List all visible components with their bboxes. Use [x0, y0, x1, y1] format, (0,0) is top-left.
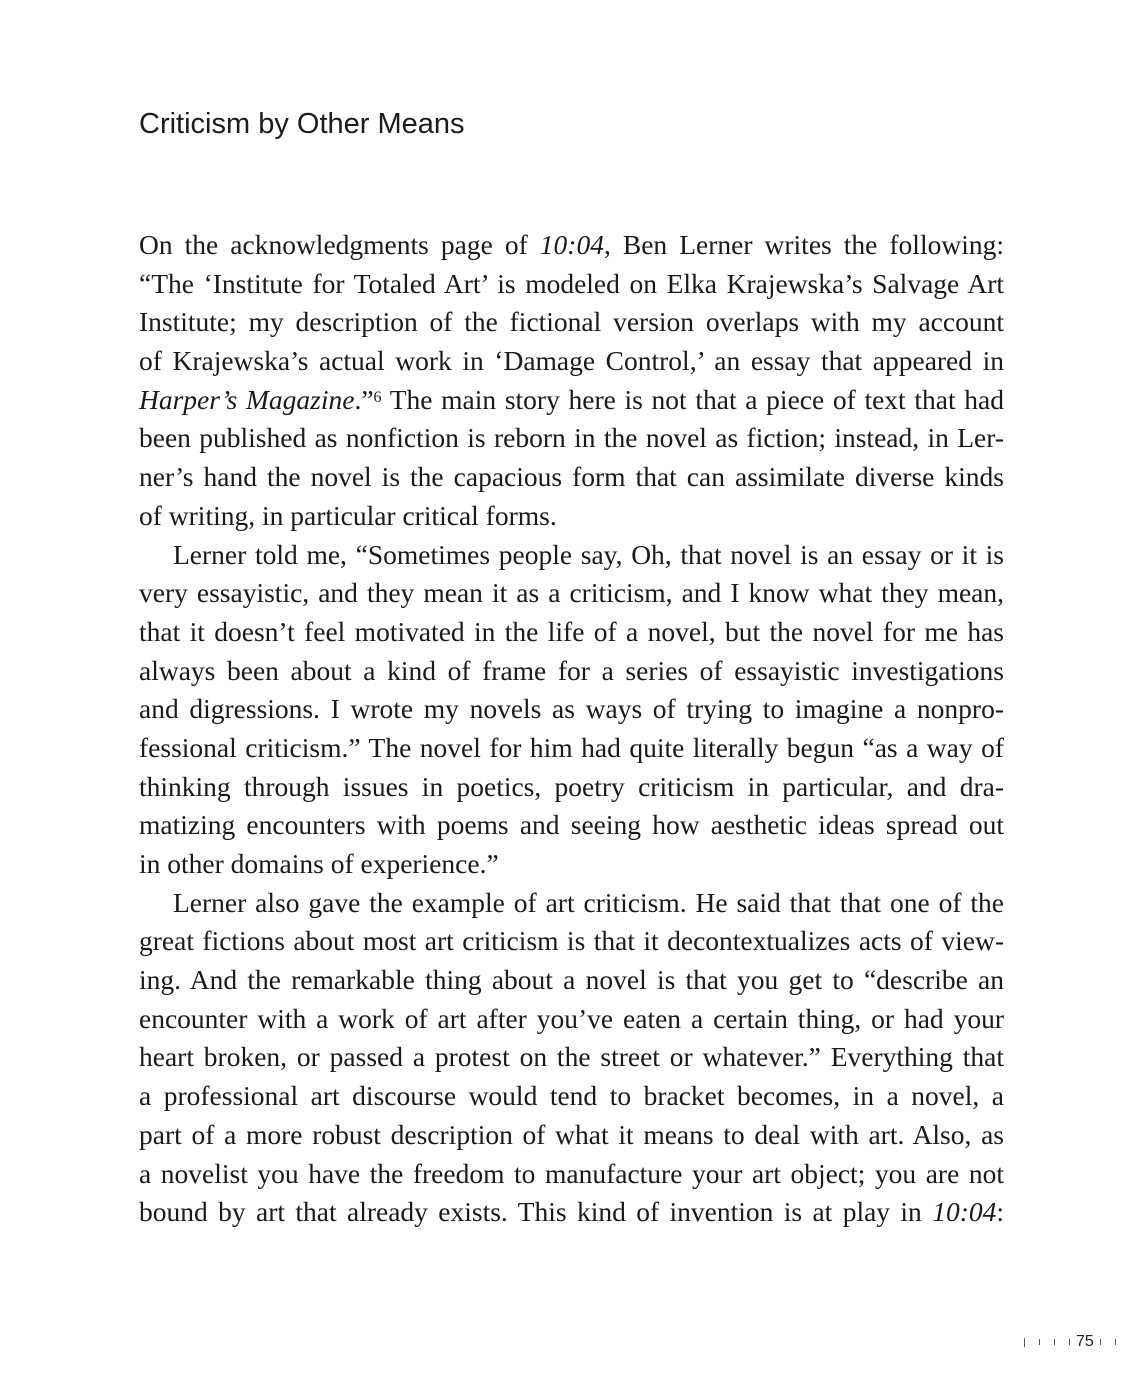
text-line — [139, 690, 1004, 729]
text-line — [139, 1077, 1004, 1116]
text-line — [139, 458, 1004, 497]
folio-tick — [1100, 1339, 1101, 1345]
paragraph — [139, 226, 1004, 536]
text-run: very essayistic, and they mean it as a criticism, and I know what they mean, — [139, 577, 1004, 609]
text-line — [139, 342, 1004, 381]
text-run: bound by art that already exists. This kind of invention is at play in — [139, 1196, 933, 1228]
text-line — [139, 922, 1004, 961]
text-run: and digressions. I wrote my novels as ways of trying to imagine a nonpro- — [139, 693, 1004, 725]
folio-tick — [1024, 1338, 1025, 1347]
text-run: of writing, in particular critical forms. — [139, 499, 557, 531]
text-line — [139, 303, 1004, 342]
text-run: , Ben Lerner writes the following: — [603, 229, 1004, 260]
text-line — [139, 226, 1004, 265]
text-line — [139, 574, 1004, 613]
text-run: .” — [354, 383, 374, 415]
text-line — [139, 613, 1004, 652]
page-folio — [1024, 1332, 1130, 1352]
text-run: been published as nonfiction is reborn in the novel as fiction; instead, in Ler- — [139, 422, 1004, 454]
text-run: encounter with a work of art after you’ve eaten a certain thing, or had your — [139, 1002, 1004, 1034]
folio-tick — [1054, 1339, 1055, 1345]
text-line — [139, 497, 1004, 536]
text-line — [139, 652, 1004, 691]
text-line — [139, 1193, 1004, 1232]
text-run: Lerner told me, “Sometimes people say, Oh, that novel is an essay or it is — [173, 538, 1004, 570]
text-line — [139, 381, 1004, 420]
text-run: a novelist you have the freedom to manufacture your art object; you are not — [139, 1157, 1004, 1189]
text-line — [139, 961, 1004, 1000]
text-run: “The ‘Institute for Totaled Art’ is modeled on Elka Krajewska’s Salvage Art — [139, 267, 1004, 299]
text-run: Institute; my description of the fictional version overlaps with my account — [139, 306, 1004, 338]
text-line — [139, 806, 1004, 845]
text-line — [139, 1155, 1004, 1194]
running-title: Criticism by Other Means — [139, 108, 465, 140]
text-run: great fictions about most art criticism is that it decontextualizes acts of view- — [139, 925, 1004, 957]
text-line — [139, 1000, 1004, 1039]
text-run: ing. And the remarkable thing about a novel is that you get to “describe an — [139, 964, 1004, 996]
text-line — [139, 845, 1004, 884]
text-line — [139, 884, 1004, 923]
text-run: thinking through issues in poetics, poetry criticism in particular, and dra- — [139, 770, 1004, 802]
folio-tick — [1039, 1339, 1040, 1345]
text-line — [139, 419, 1004, 458]
page-number: 75 — [1076, 1333, 1094, 1350]
text-line — [139, 265, 1004, 304]
body-text — [139, 226, 1004, 1232]
folio-tick — [1069, 1339, 1070, 1345]
text-line — [139, 1116, 1004, 1155]
text-run: fessional criticism.” The novel for him had quite literally begun “as a way of — [139, 731, 1004, 763]
text-run: ner’s hand the novel is the capacious form that can assimilate diverse kinds — [139, 461, 1004, 493]
text-run: On the acknowledgments page of — [139, 229, 540, 260]
text-run: Lerner also gave the example of art criticism. He said that that one of the — [173, 886, 1004, 918]
text-run: of Krajewska’s actual work in ‘Damage Control,’ an essay that appeared in — [139, 345, 1004, 377]
text-run: a professional art discourse would tend to bracket becomes, in a novel, a — [139, 1080, 1004, 1112]
text-line — [139, 768, 1004, 807]
text-run: part of a more robust description of what it means to deal with art. Also, as — [139, 1118, 1004, 1150]
italic-text: 10:04 — [932, 1196, 997, 1228]
paragraph — [139, 884, 1004, 1232]
footnote-ref: 6 — [373, 388, 382, 406]
paragraph — [139, 536, 1004, 884]
text-run: matizing encounters with poems and seeing how aesthetic ideas spread out — [139, 809, 1004, 841]
text-run: always been about a kind of frame for a series of essayistic investigations — [139, 654, 1004, 686]
italic-text: 10:04 — [539, 229, 604, 260]
text-line — [139, 729, 1004, 768]
text-run: The main story here is not that a piece of text that had — [381, 383, 1004, 415]
text-run: heart broken, or passed a protest on the street or whatever.” Everything that — [139, 1041, 1004, 1073]
folio-tick — [1115, 1339, 1116, 1345]
text-run: in other domains of experience.” — [139, 848, 499, 879]
italic-text: Harper’s Magazine — [139, 383, 355, 415]
text-run: : — [996, 1196, 1004, 1228]
text-line — [139, 536, 1004, 575]
text-run: that it doesn’t feel motivated in the life of a novel, but the novel for me has — [139, 615, 1004, 647]
text-line — [139, 1038, 1004, 1077]
